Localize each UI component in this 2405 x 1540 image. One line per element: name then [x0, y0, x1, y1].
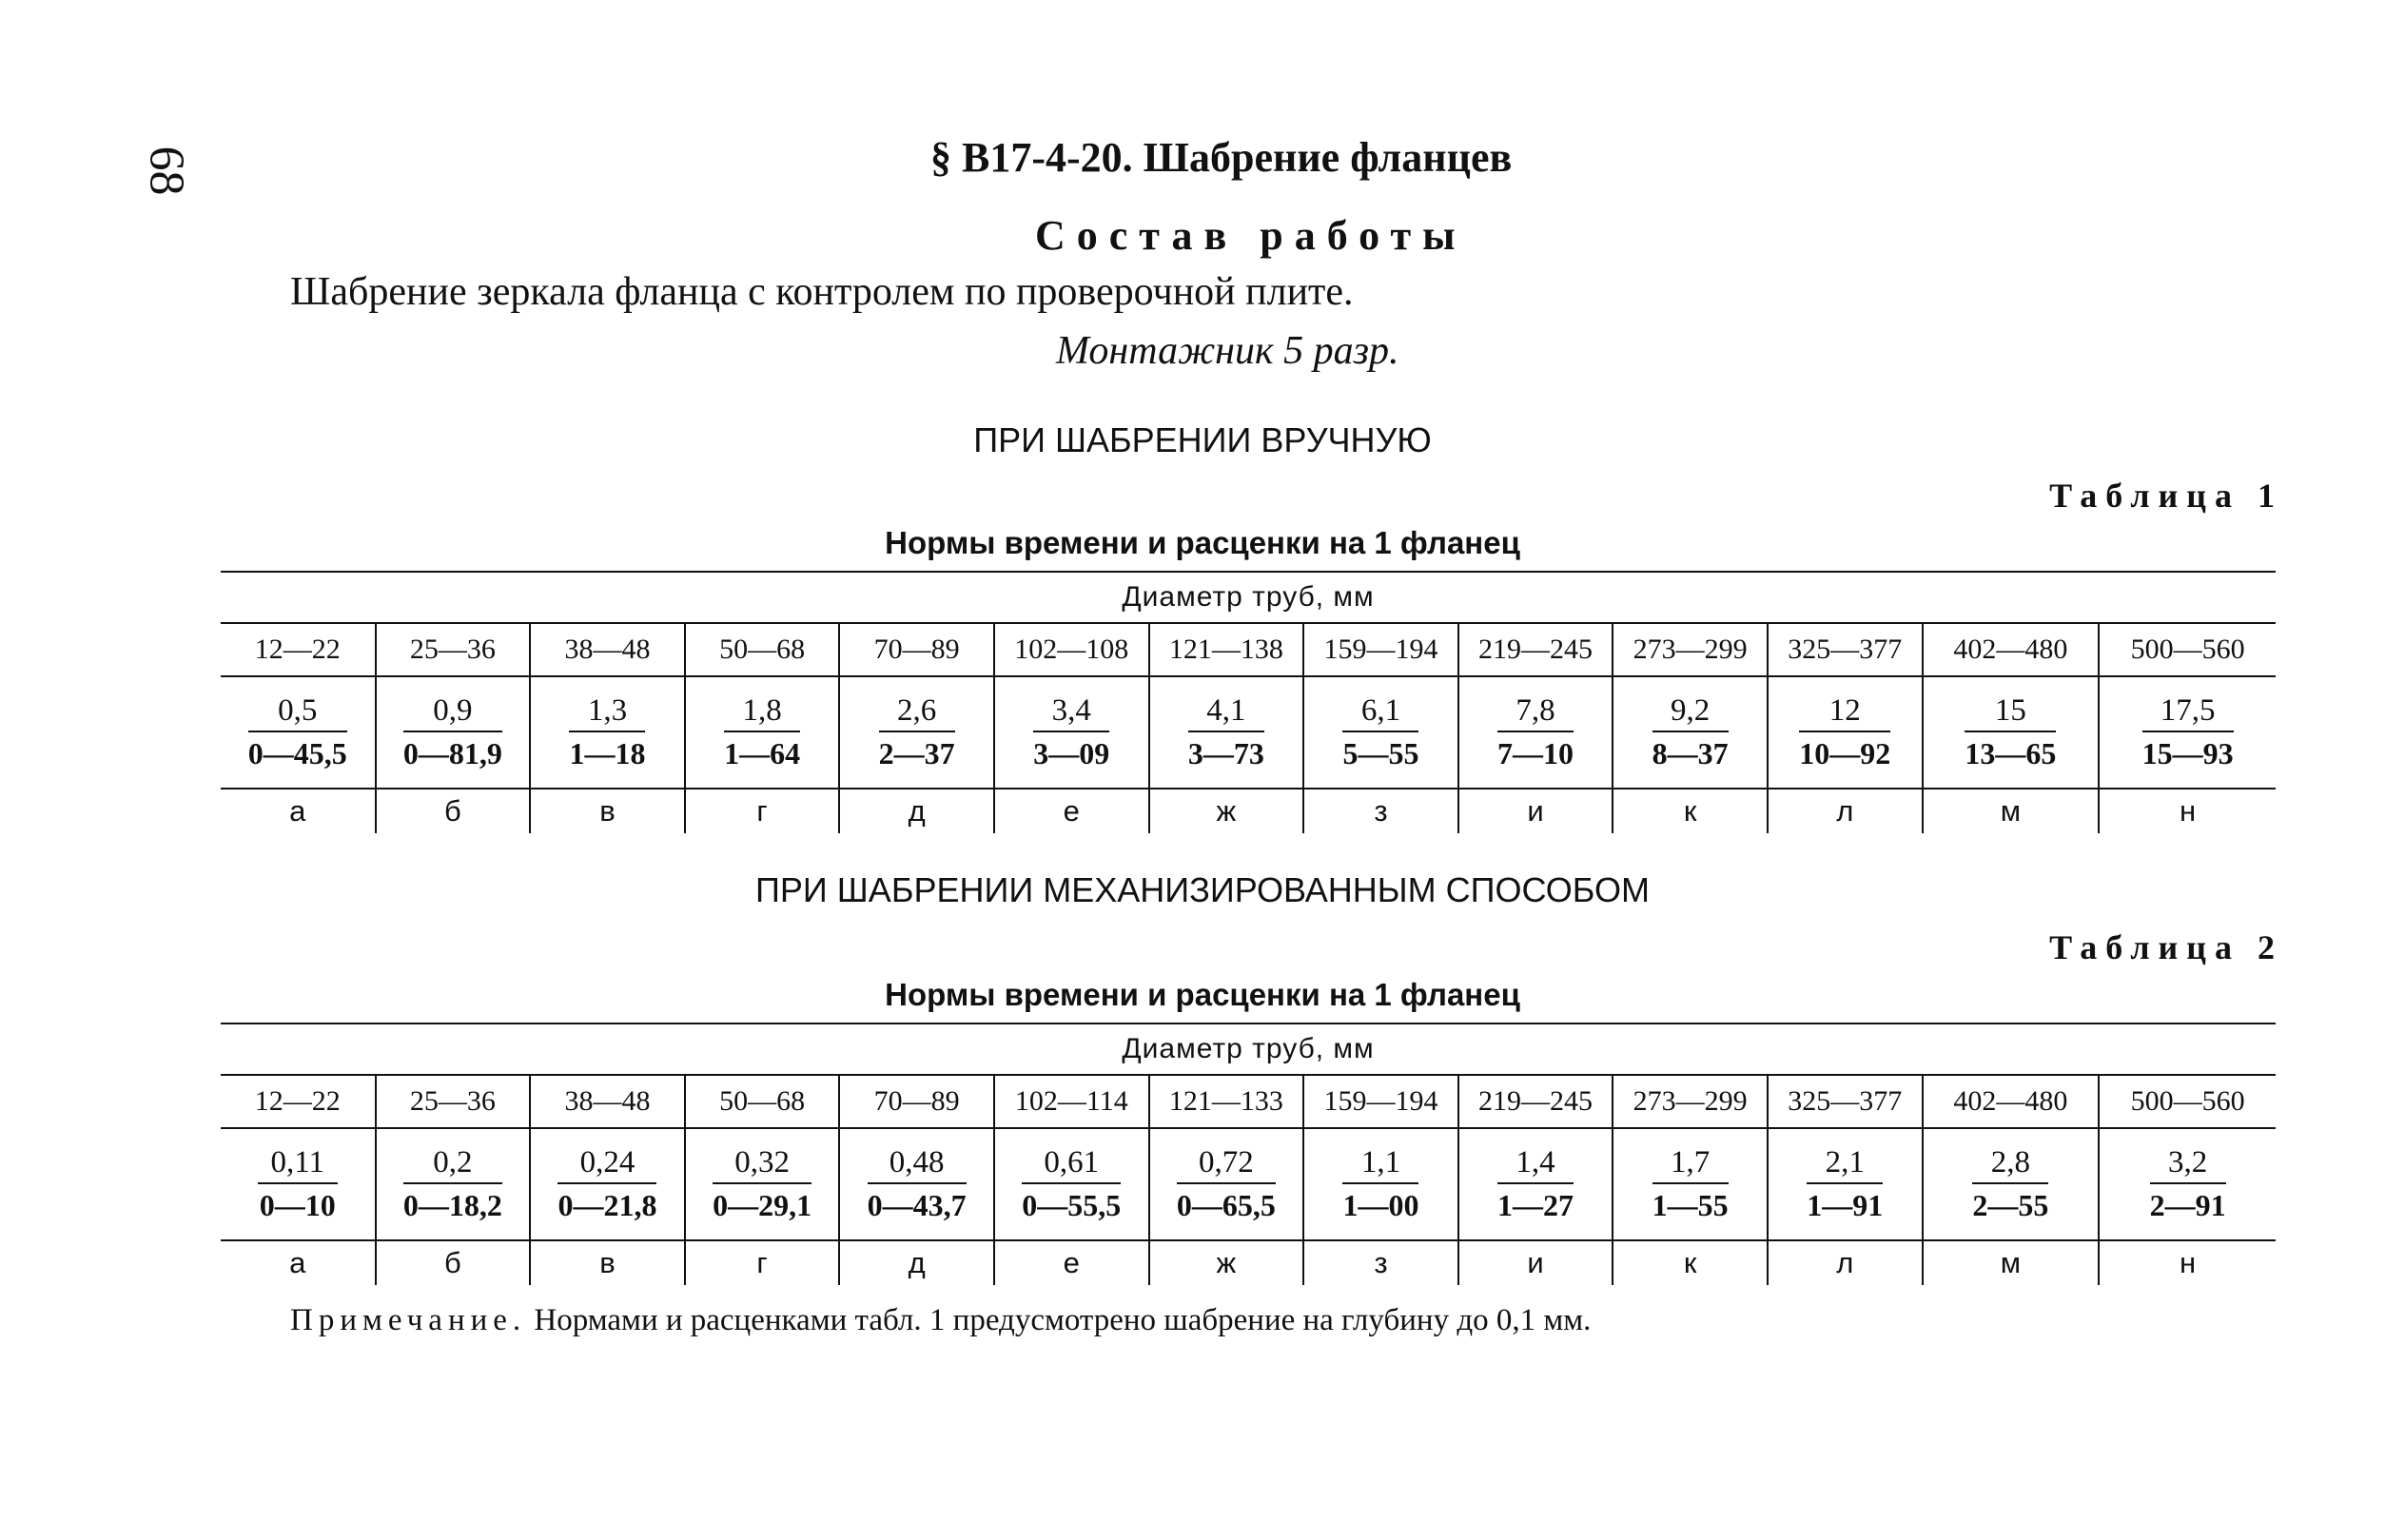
diameter-range-cell: 325—377 [1768, 623, 1923, 676]
norm-fraction [1188, 694, 1264, 770]
diameter-range-cell: 38—48 [530, 623, 685, 676]
work-composition-heading: Состав работы [1035, 212, 1467, 259]
norm-cell [1613, 676, 1768, 789]
time-norm: 2,1 [1807, 1146, 1883, 1184]
column-letter: и [1458, 1240, 1613, 1285]
column-letter: н [2099, 1240, 2276, 1285]
norm-cell [1768, 676, 1923, 789]
time-norm: 7,8 [1497, 694, 1574, 732]
norm-fraction [724, 694, 800, 770]
norm-cell [1613, 1128, 1768, 1240]
time-norm: 9,2 [1652, 694, 1729, 732]
norm-cell [839, 676, 994, 789]
norm-fraction [1497, 694, 1574, 770]
table1-number: Таблица 1 [2049, 477, 2283, 515]
diameter-header: Диаметр труб, мм [221, 572, 2276, 623]
norm-cell [839, 1128, 994, 1240]
time-norm: 0,61 [1022, 1146, 1121, 1184]
norm-cell [221, 1128, 376, 1240]
time-norm: 2,8 [1972, 1146, 2048, 1184]
price-rate: 0—18,2 [402, 1188, 502, 1223]
time-norm: 1,8 [724, 694, 800, 732]
norm-cell [2099, 1128, 2276, 1240]
footnote [290, 1303, 1591, 1338]
column-letter: м [1923, 789, 2100, 833]
diameter-range-cell: 38—48 [530, 1075, 685, 1128]
price-rate: 10—92 [1799, 736, 1891, 771]
diameter-range-row [221, 623, 2276, 676]
table-header-row [221, 1023, 2276, 1075]
time-norm: 0,24 [557, 1146, 656, 1184]
price-rate: 5—55 [1342, 736, 1419, 771]
diameter-range-cell: 50—68 [685, 623, 840, 676]
page-number: 68 [139, 146, 194, 196]
work-description: Шабрение зеркала фланца с контролем по проверочной плите. [290, 270, 1354, 314]
time-norm: 0,72 [1177, 1146, 1276, 1184]
diameter-range-cell: 121—138 [1149, 623, 1304, 676]
price-rate: 3—09 [1033, 736, 1110, 771]
norm-cell [376, 676, 531, 789]
table2-number: Таблица 2 [2049, 928, 2283, 966]
column-letter-row [221, 789, 2276, 833]
diameter-range-cell: 102—114 [994, 1075, 1149, 1128]
time-norm: 0,5 [248, 694, 347, 732]
norm-fraction [1799, 694, 1890, 770]
norm-cell [530, 1128, 685, 1240]
column-letter-row [221, 1240, 2276, 1285]
diameter-range-cell: 402—480 [1923, 623, 2100, 676]
time-norm: 0,48 [868, 1146, 967, 1184]
price-rate: 0—10 [259, 1188, 336, 1223]
price-rate: 0—43,7 [867, 1188, 967, 1223]
norm-cell [376, 1128, 531, 1240]
column-letter: г [685, 1240, 840, 1285]
norm-fraction [248, 694, 347, 770]
price-rate: 0—21,8 [557, 1188, 657, 1223]
time-norm: 3,2 [2150, 1146, 2226, 1184]
column-letter: а [289, 794, 306, 828]
norm-cell [994, 676, 1149, 789]
price-rate: 2—91 [2149, 1188, 2226, 1223]
norm-fraction [403, 1146, 502, 1221]
price-rate: 0—55,5 [1022, 1188, 1122, 1223]
norm-fraction [1177, 1146, 1276, 1221]
diameter-range-row [221, 1075, 2276, 1128]
norm-cell [1303, 676, 1458, 789]
price-rate: 2—37 [878, 736, 955, 771]
norm-fraction [569, 694, 645, 770]
norm-cell [1923, 1128, 2100, 1240]
time-norm: 15 [1965, 694, 2056, 732]
diameter-range-cell: 273—299 [1613, 1075, 1768, 1128]
diameter-range-cell: 102—108 [994, 623, 1149, 676]
norm-cell [1768, 1128, 1923, 1240]
norm-value-row [221, 1128, 2276, 1240]
table-header-row [221, 572, 2276, 623]
norm-fraction [1652, 1146, 1729, 1221]
time-norm: 4,1 [1188, 694, 1264, 732]
column-letter: и [1458, 789, 1613, 833]
column-letter: г [685, 789, 840, 833]
column-letter: в [530, 789, 685, 833]
column-letter: н [2099, 789, 2276, 833]
diameter-range-cell: 159—194 [1303, 623, 1458, 676]
time-norm: 3,4 [1033, 694, 1109, 732]
diameter-range-cell: 25—36 [376, 1075, 531, 1128]
norm-value-row [221, 676, 2276, 789]
diameter-range-cell: 50—68 [685, 1075, 840, 1128]
price-rate: 7—10 [1497, 736, 1574, 771]
norms-table-manual [221, 571, 2276, 833]
time-norm: 12 [1799, 694, 1890, 732]
norm-fraction [1342, 694, 1418, 770]
column-letter: д [839, 789, 994, 833]
norm-fraction [557, 1146, 656, 1221]
diameter-range-cell: 70—89 [839, 1075, 994, 1128]
diameter-range-cell: 12—22 [221, 1075, 376, 1128]
price-rate: 1—18 [569, 736, 646, 771]
column-letter: в [530, 1240, 685, 1285]
norm-cell [1458, 1128, 1613, 1240]
norm-cell [1149, 1128, 1304, 1240]
column-letter: з [1303, 1240, 1458, 1285]
price-rate: 1—55 [1652, 1188, 1729, 1223]
diameter-range-cell: 159—194 [1303, 1075, 1458, 1128]
diameter-range-cell: 500—560 [2099, 1075, 2276, 1128]
norm-cell [1923, 676, 2100, 789]
time-norm: 17,5 [2142, 694, 2234, 732]
norm-fraction [1342, 1146, 1418, 1221]
diameter-range-cell: 402—480 [1923, 1075, 2100, 1128]
diameter-range-cell: 273—299 [1613, 623, 1768, 676]
time-norm: 1,7 [1652, 1146, 1729, 1184]
norms-table-mechanized [221, 1023, 2276, 1285]
norm-fraction [713, 1146, 811, 1221]
price-rate: 2—55 [1972, 1188, 2049, 1223]
diameter-range-cell: 500—560 [2099, 623, 2276, 676]
norm-fraction [2142, 694, 2234, 770]
diameter-range-cell: 12—22 [221, 623, 376, 676]
diameter-range-cell: 219—245 [1458, 623, 1613, 676]
time-norm: 0,9 [403, 694, 502, 732]
column-letter: ж [1149, 789, 1304, 833]
column-letter: е [994, 789, 1149, 833]
norm-fraction [1022, 1146, 1121, 1221]
norm-cell [685, 676, 840, 789]
norm-cell [530, 676, 685, 789]
table2-subheading: ПРИ ШАБРЕНИИ МЕХАНИЗИРОВАННЫМ СПОСОБОМ [755, 870, 1650, 909]
norm-cell [1458, 676, 1613, 789]
time-norm: 1,1 [1342, 1146, 1418, 1184]
diameter-range-cell: 70—89 [839, 623, 994, 676]
table2-caption: Нормы времени и расценки на 1 фланец [885, 977, 1520, 1012]
footnote-text: Нормами и расценками табл. 1 предусмотрено шабрение на глубину до 0,1 мм. [526, 1303, 1592, 1337]
time-norm: 1,3 [569, 694, 645, 732]
time-norm: 0,32 [713, 1146, 811, 1184]
time-norm: 0,11 [258, 1146, 339, 1184]
column-letter: б [376, 789, 531, 833]
price-rate: 1—27 [1497, 1188, 1574, 1223]
diameter-header: Диаметр труб, мм [221, 1023, 2276, 1075]
column-letter: б [376, 1240, 531, 1285]
price-rate: 15—93 [2141, 736, 2234, 771]
column-letter: ж [1149, 1240, 1304, 1285]
norm-fraction [1965, 694, 2056, 770]
price-rate: 3—73 [1187, 736, 1264, 771]
norm-fraction [258, 1146, 339, 1221]
norm-fraction [868, 1146, 967, 1221]
norm-cell [1303, 1128, 1458, 1240]
column-letter: л [1768, 1240, 1923, 1285]
column-letter: к [1613, 1240, 1768, 1285]
price-rate: 1—00 [1342, 1188, 1419, 1223]
norm-cell [685, 1128, 840, 1240]
table1-subheading: ПРИ ШАБРЕНИИ ВРУЧНУЮ [973, 420, 1432, 459]
price-rate: 13—65 [1965, 736, 2057, 771]
worker-grade: Монтажник 5 разр. [1056, 329, 1399, 373]
price-rate: 1—91 [1807, 1188, 1884, 1223]
norm-fraction [1807, 1146, 1883, 1221]
time-norm: 1,4 [1497, 1146, 1574, 1184]
column-letter: а [289, 1246, 306, 1279]
norm-cell [994, 1128, 1149, 1240]
footnote-label: Примечание. [290, 1303, 527, 1337]
norm-cell [1149, 676, 1304, 789]
norm-fraction [1652, 694, 1729, 770]
diameter-range-cell: 121—133 [1149, 1075, 1304, 1128]
column-letter: д [839, 1240, 994, 1285]
column-letter: з [1303, 789, 1458, 833]
norm-cell [221, 676, 376, 789]
price-rate: 0—45,5 [247, 736, 347, 771]
price-rate: 8—37 [1652, 736, 1729, 771]
time-norm: 0,2 [403, 1146, 502, 1184]
time-norm: 2,6 [879, 694, 955, 732]
section-title: § В17-4-20. Шабрение фланцев [930, 134, 1513, 181]
price-rate: 1—64 [724, 736, 801, 771]
column-letter: к [1613, 789, 1768, 833]
table1-caption: Нормы времени и расценки на 1 фланец [885, 525, 1520, 560]
price-rate: 0—65,5 [1176, 1188, 1276, 1223]
norm-fraction [2150, 1146, 2226, 1221]
column-letter: л [1768, 789, 1923, 833]
diameter-range-cell: 219—245 [1458, 1075, 1613, 1128]
diameter-range-cell: 25—36 [376, 623, 531, 676]
time-norm: 6,1 [1342, 694, 1418, 732]
diameter-range-cell: 325—377 [1768, 1075, 1923, 1128]
norm-fraction [403, 694, 502, 770]
column-letter: е [994, 1240, 1149, 1285]
norm-fraction [1497, 1146, 1574, 1221]
norm-fraction [1033, 694, 1109, 770]
norm-cell [2099, 676, 2276, 789]
price-rate: 0—29,1 [713, 1188, 812, 1223]
price-rate: 0—81,9 [402, 736, 502, 771]
norm-fraction [1972, 1146, 2048, 1221]
column-letter: м [1923, 1240, 2100, 1285]
norm-fraction [879, 694, 955, 770]
